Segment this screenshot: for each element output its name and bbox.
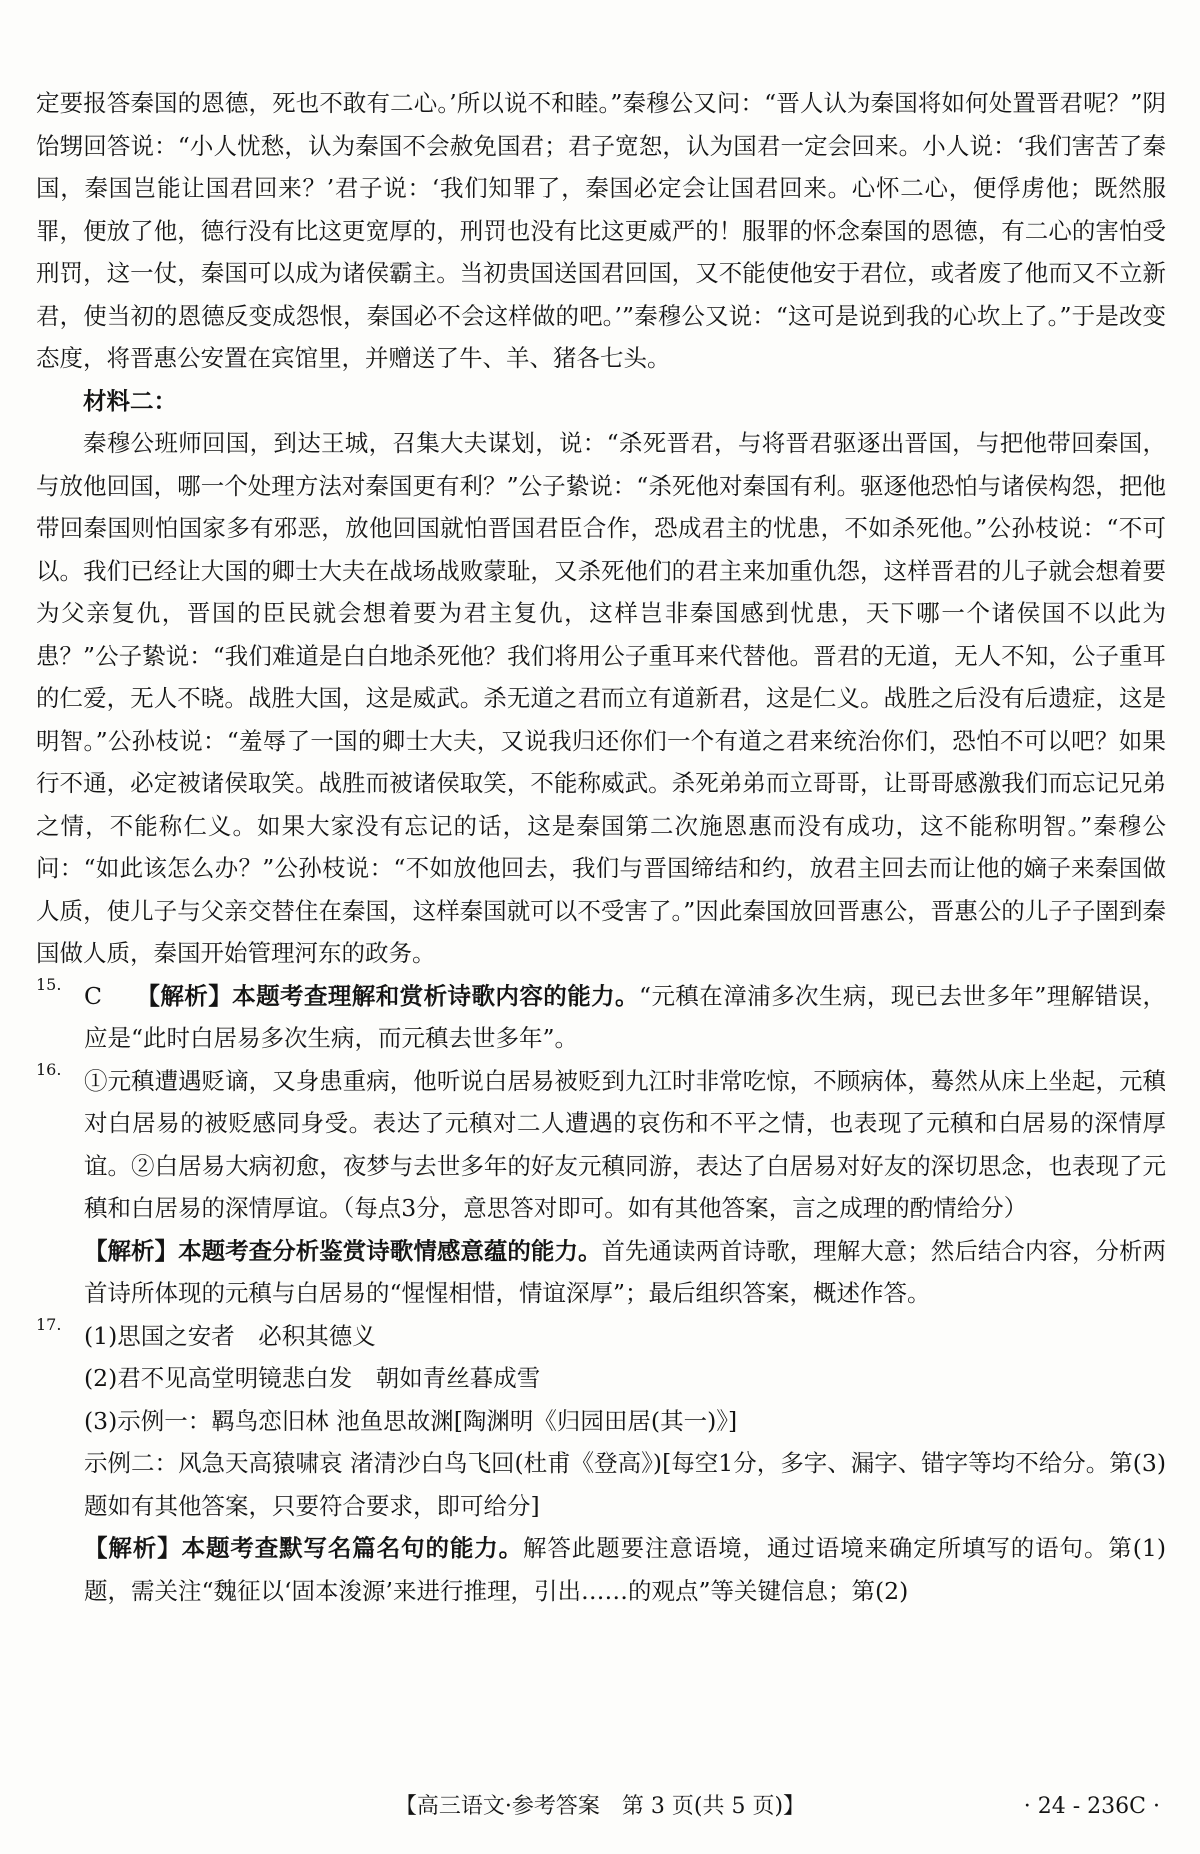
analysis-label: 【解析】 [84,1236,179,1265]
answer-letter: C [84,981,102,1010]
question-17 [36,1315,1166,1613]
analysis-label: 【解析】 [84,1534,182,1562]
analysis-label: 【解析】 [136,981,233,1010]
material-two-body: 秦穆公班师回国，到达王城，召集大夫谋划，说：“杀死晋君，与将晋君驱逐出晋国，与把他带回秦国，与放他回国，哪一个处理方法对秦国更有利？”公子絷说：“杀死他对秦国有利。驱逐他恐怕与诸侯构怨，把他带回秦国则怕国家多有邪恶，放他回国就怕晋国君臣合作，恐成君主的忧患，不如杀死他。”公孙枝说：“不可以。我们已经让大国的卿士大夫在战场战败蒙耻，又杀死他们的君主来加重仇怨，这样晋君的儿子就会想着要为父亲复仇，晋国的臣民就会想着要为君主复仇，这样岂非秦国感到忧患，天下哪一个诸侯国不以此为患？”公子絷说：“我们难道是白白地杀死他？我们将用公子重耳来代替他。晋君的无道，无人不知，公子重耳的仁爱，无人不晓。战胜大国，这是威武。杀无道之君而立有道新君，这是仁义。战胜之后没有后遗症，这是明智。”公孙枝说：“羞辱了一国的卿士大夫，又说我归还你们一个有道之君来统治你们，恐怕不可以吧？如果行不通，必定被诸侯取笑。战胜而被诸侯取笑，不能称威武。杀死弟弟而立哥哥，让哥哥感激我们而忘记兄弟之情，不能称仁义。如果大家没有忘记的话，这是秦国第二次施恩惠而没有成功，这不能称明智。”秦穆公问：“如此该怎么办？”公孙枝说：“不如放他回去，我们与晋国缔结和约，放君主回去而让他的嫡子来秦国做人质，使儿子与父亲交替住在秦国，这样秦国就可以不受害了。”因此秦国放回晋惠公，晋惠公的儿子子圉到秦国做人质，秦国开始管理河东的政务。 [36,429,1166,967]
analysis-lead: 本题考查默写名篇名句的能力。 [181,1534,524,1562]
question-17-analysis [84,1527,1166,1612]
footer-title: 【高三语文·参考答案 第 3 页(共 5 页)】 [394,1794,806,1819]
analysis-text: 首先通读两首诗歌，理解大意；然后结合内容，分析两首诗所体现的元稹与白居易的“惺惺相惜，情谊深厚”；最后组织答案，概述作答。 [84,1236,1167,1307]
material-one-continuation: 定要报答秦国的恩德，死也不敢有二心。’所以说不和睦。”秦穆公又问：“晋人认为秦国将如何处置晋君呢？”阴饴甥回答说：“小人忧愁，认为秦国不会赦免国君；君子宽恕，认为国君一定会回来。小人说：‘我们害苦了秦国，秦国岂能让国君回来？’君子说：‘我们知罪了，秦国必定会让国君回来。心怀二心，便俘虏他；既然服罪，便放了他，德行没有比这更宽厚的，刑罚也没有比这更威严的！服罪的怀念秦国的恩德，有二心的害怕受刑罚，这一仗，秦国可以成为诸侯霸主。当初贵国送国君回国，又不能使他安于君位，或者废了他而又不立新君，使当初的恩德反变成怨恨，秦国必不会这样做的吧。’”秦穆公又说：“这可是说到我的心坎上了。”于是改变态度，将晋惠公安置在宾馆里，并赠送了牛、羊、猪各七头。 [36,89,1166,372]
question-17-answer-2: (2)君不见高堂明镜悲白发 朝如青丝暮成雪 [84,1364,541,1392]
material-two-heading: 材料二： [83,386,177,415]
question-17-answer-1: (1)思国之安者 必积其德义 [84,1321,376,1350]
question-16-answer: ①元稹遭遇贬谪，又身患重病，他听说白居易被贬到九江时非常吃惊，不顾病体，蓦然从床上坐起，元稹对白居易的被贬感同身受。表达了元稹对二人遭遇的哀伤和不平之情，也表现了元稹和白居易的深情厚谊。②白居易大病初愈，夜梦与去世多年的好友元稹同游，表达了白居易对好友的深切思念，也表现了元稹和白居易的深情厚谊。（每点3分，意思答对即可。如有其他答案，言之成理的酌情给分） [84,1066,1166,1222]
analysis-lead: 本题考查分析鉴赏诗歌情感意蕴的能力。 [178,1236,602,1265]
analysis-text: 解答此题要注意语境，通过语境来确定所填写的语句。第(1)题，需关注“魏征以‘固本浚源’来进行推理，引出……的观点”等关键信息；第(2) [84,1534,1167,1605]
question-16-analysis [36,1230,1166,1315]
page-content [36,82,1166,1612]
footer-code: · 24 - 236C · [1023,1794,1160,1819]
question-number: 17. [36,1314,62,1334]
question-17-answer-4: 示例二：风急天高猿啸哀 渚清沙白鸟飞回(杜甫《登高》)[每空1分，多字、漏字、错字等均不给分。第(3)题如有其他答案，只要符合要求，即可给分] [84,1449,1166,1520]
analysis-lead: 本题考查理解和赏析诗歌内容的能力。 [232,981,639,1010]
question-15-answer [84,975,1166,1060]
question-16 [36,1060,1166,1230]
analysis-text: “元稹在漳浦多次生病，现已去世多年”理解错误，应是“此时白居易多次生病，而元稹去世多年”。 [84,981,1167,1052]
question-number: 15. [36,974,62,994]
question-17-answer-3: (3)示例一：羁鸟恋旧林 池鱼思故渊[陶渊明《归园田居(其一)》] [84,1406,738,1435]
question-15 [36,975,1166,1060]
question-number: 16. [36,1059,62,1079]
